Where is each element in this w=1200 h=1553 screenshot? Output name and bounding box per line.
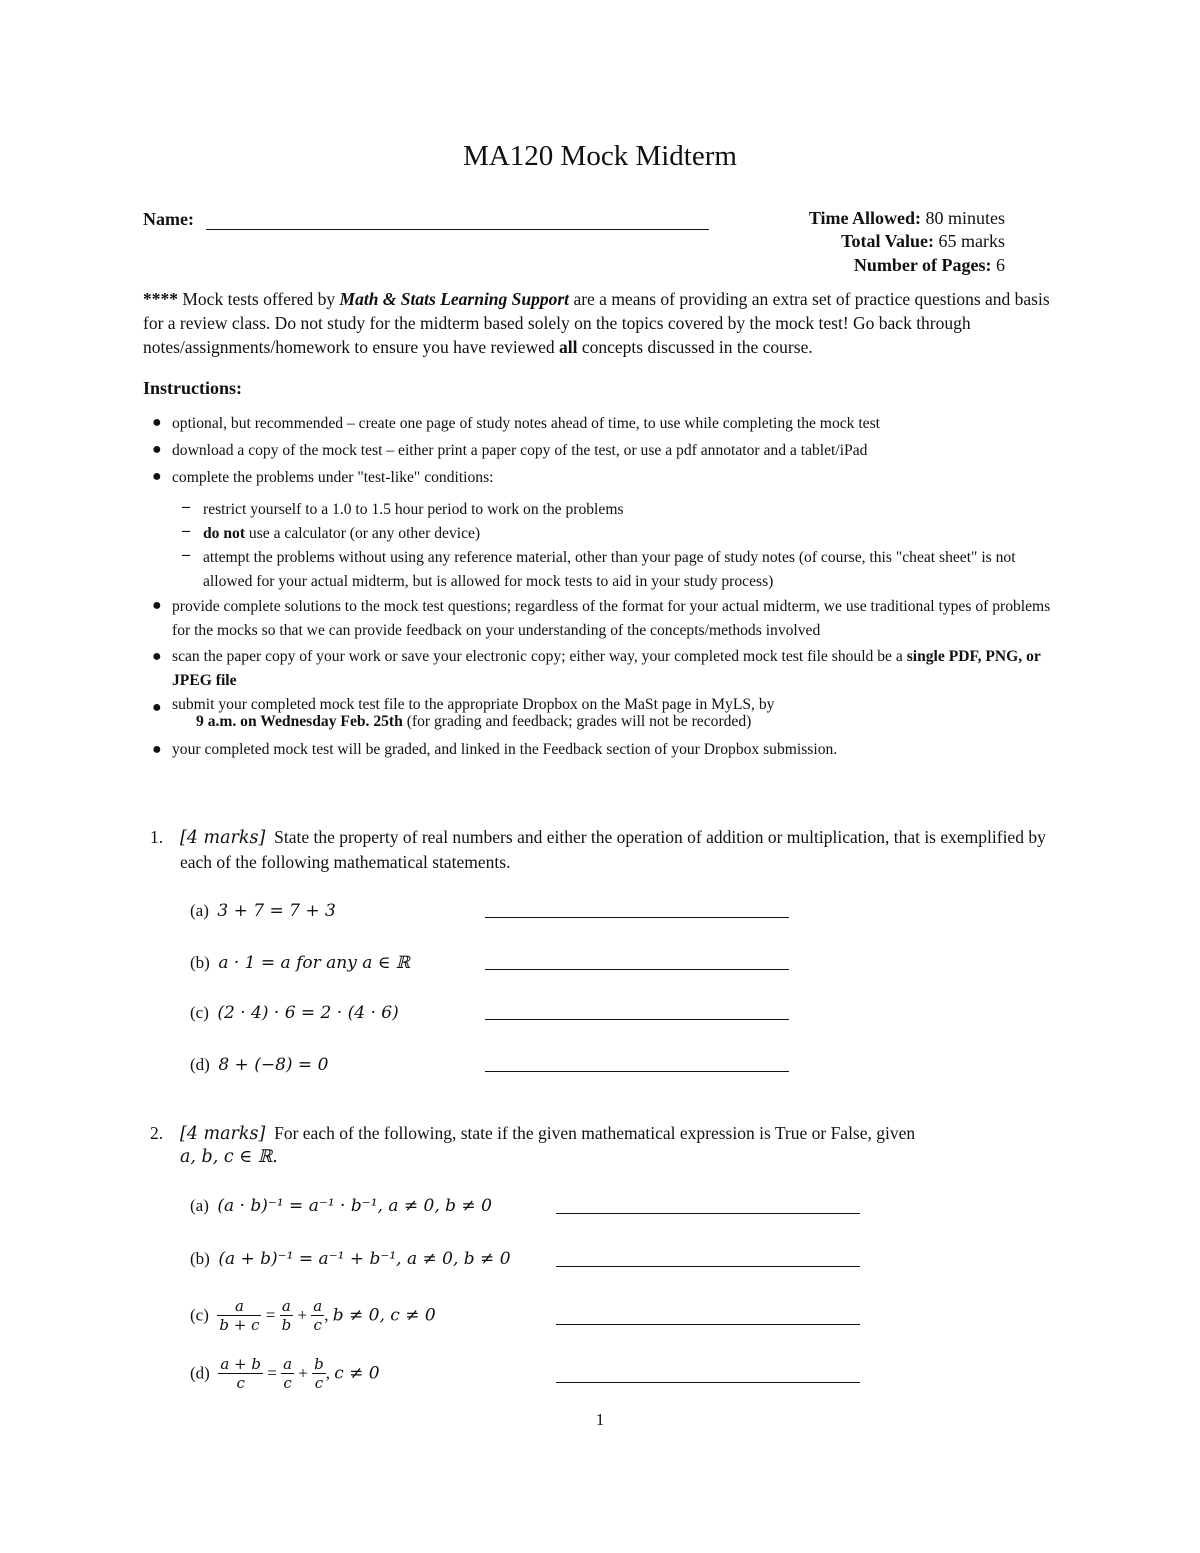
q2-c-num1: a [217, 1297, 261, 1316]
intro-org: Math & Stats Learning Support [339, 289, 570, 309]
instruction-7: your completed mock test will be graded, and linked in the Feedback section of your Dropbox submission. [172, 741, 838, 758]
instruction-6-deadline [196, 713, 1096, 731]
q1-text: State the property of real numbers and either the operation of addition or multiplication, that is exemplified by each of the following mathematical statements. [180, 827, 1046, 872]
value-value: 65 marks [938, 231, 1005, 251]
q2-a-answer-line[interactable] [556, 1213, 860, 1214]
q1-a-label: (a) [190, 901, 209, 920]
instructions-heading: Instructions: [143, 378, 243, 398]
q1-a-answer-line[interactable] [485, 917, 789, 918]
intro-text-2: are a means of providing an extra set of practice questions and basis for a review class. Do not study for the midterm based solely on the topics covered by the mock test! Go back through notes/assignments/homework to ensure you have reviewed [143, 289, 1050, 357]
instruction-1: optional, but recommended – create one page of study notes ahead of time, to use while completing the mock test [172, 415, 881, 432]
q2-d-label: (d) [190, 1363, 210, 1383]
q2-part-d [190, 1355, 380, 1392]
q1-number: 1. [150, 827, 164, 847]
q1-b-answer-line[interactable] [485, 969, 789, 970]
q2-c-num2: a [280, 1297, 294, 1316]
instruction-5-text: scan the paper copy of your work or save your electronic copy; either way, your completed mock test file should be a [172, 648, 907, 665]
q2-c-den2: b [281, 1316, 292, 1334]
q2-c-answer-line[interactable] [556, 1324, 860, 1325]
sub-instruction-2-bold: do not [203, 525, 246, 542]
instruction-3: complete the problems under "test-like" conditions: [172, 469, 494, 486]
equals-sign: = [265, 1305, 276, 1325]
deadline-note: (for grading and feedback; grades will not be recorded) [402, 713, 752, 730]
q1-b-expr: a · 1 = a for any a ∈ ℝ [218, 953, 410, 973]
page-title: MA120 Mock Midterm [463, 140, 737, 172]
time-label: Time Allowed: [808, 208, 921, 228]
q2-d-num1: a + b [220, 1355, 261, 1373]
q1-c-answer-line[interactable] [485, 1019, 789, 1020]
q1-text-block [180, 825, 1060, 874]
total-value [841, 230, 1005, 253]
dash-icon: – [182, 498, 190, 515]
intro-text-3: concepts discussed in the course. [577, 337, 813, 357]
q2-part-b [190, 1249, 511, 1269]
q1-c-label: (c) [190, 1003, 209, 1022]
dash-icon: – [182, 546, 190, 563]
q2-d-den1: c [236, 1374, 245, 1392]
instruction-5-bold: single PDF, PNG, or JPEG file [172, 648, 1041, 689]
sub-instruction-2 [203, 522, 1063, 546]
q2-text-block [180, 1121, 1060, 1146]
name-field-line[interactable] [206, 229, 709, 230]
pages-value: 6 [996, 255, 1005, 275]
q2-d-answer-line[interactable] [556, 1382, 860, 1383]
q2-d-fraction-2 [281, 1355, 294, 1392]
sub-instruction-1: restrict yourself to a 1.0 to 1.5 hour period to work on the problems [203, 501, 624, 518]
name-label: Name: [143, 209, 194, 229]
page-number: 1 [595, 1410, 605, 1429]
q2-c-label: (c) [190, 1305, 209, 1325]
comma: , [324, 1305, 329, 1325]
q2-d-fraction-1 [218, 1355, 263, 1392]
deadline: 9 a.m. on Wednesday Feb. 25th [196, 713, 403, 730]
q1-c-expr: (2 · 4) · 6 = 2 · (4 · 6) [217, 1003, 399, 1023]
intro-stars: **** [143, 289, 178, 309]
instruction-4: provide complete solutions to the mock test questions; regardless of the format for your actual midterm, we use traditional types of problems for the mocks so that we can provide feedback on your understanding of the concepts/methods involved [172, 598, 1051, 639]
instruction-6: submit your completed mock test file to the appropriate Dropbox on the MaSt page in MyLS, by [172, 696, 775, 713]
q2-number: 2. [150, 1123, 164, 1143]
q1-part-d [190, 1055, 328, 1075]
q1-part-c [190, 1003, 399, 1023]
q2-part-c [190, 1297, 436, 1334]
instruction-5 [172, 645, 1062, 693]
q2-text: For each of the following, state if the given mathematical expression is True or False, given [274, 1123, 916, 1143]
q2-b-expr: (a + b)⁻¹ = a⁻¹ + b⁻¹, a ≠ 0, b ≠ 0 [218, 1249, 511, 1269]
q2-d-den3: c [314, 1374, 324, 1392]
q2-d-num3: b [314, 1355, 324, 1373]
intro-paragraph [143, 287, 1063, 359]
bullet-icon: ● [152, 414, 162, 431]
q1-part-b [190, 953, 410, 973]
equals-sign: = [267, 1363, 277, 1383]
intro-all: all [559, 337, 578, 357]
bullet-icon: ● [152, 468, 162, 485]
q2-c-cond: b ≠ 0, c ≠ 0 [332, 1305, 436, 1326]
q2-d-cond: c ≠ 0 [334, 1363, 380, 1384]
bullet-icon: ● [152, 597, 162, 614]
q1-d-expr: 8 + (−8) = 0 [218, 1055, 329, 1075]
instruction-2: download a copy of the mock test – either print a paper copy of the test, or use a pdf annotator and a tablet/iPad [172, 442, 868, 459]
bullet-icon: ● [152, 441, 162, 458]
q2-b-answer-line[interactable] [556, 1266, 860, 1267]
q2-d-fraction-3 [312, 1355, 326, 1392]
sub-instruction-2-rest: use a calculator (or any other device) [245, 525, 481, 542]
intro-text-1: Mock tests offered by [178, 289, 340, 309]
q2-b-label: (b) [190, 1249, 210, 1268]
q1-part-a [190, 901, 336, 921]
number-of-pages [854, 254, 1005, 277]
q1-d-label: (d) [190, 1055, 210, 1074]
q2-d-num2: a [283, 1355, 293, 1373]
q2-c-den1: b + c [219, 1316, 260, 1334]
dash-icon: – [182, 522, 190, 539]
bullet-icon: ● [152, 741, 162, 758]
q2-a-expr: (a · b)⁻¹ = a⁻¹ · b⁻¹, a ≠ 0, b ≠ 0 [217, 1196, 492, 1216]
q1-marks: [4 marks] [180, 828, 266, 848]
bullet-icon: ● [152, 648, 162, 665]
time-allowed [809, 207, 1005, 230]
plus-sign: + [297, 1305, 308, 1325]
sub-instruction-3: attempt the problems without using any reference material, other than your page of study notes (of course, this "cheat sheet" is not allowed for your actual midterm, but is allowed for mock tests to aid in your study process) [203, 549, 1016, 590]
q2-c-num3: a [313, 1297, 323, 1315]
q1-d-answer-line[interactable] [485, 1071, 789, 1072]
q2-marks: [4 marks] [180, 1124, 266, 1144]
comma: , [325, 1363, 330, 1383]
q2-c-fraction-1 [217, 1297, 261, 1334]
plus-sign: + [298, 1363, 308, 1383]
q1-b-label: (b) [190, 953, 210, 972]
q2-c-den3: c [313, 1316, 322, 1334]
q2-c-fraction-3 [311, 1297, 324, 1334]
q2-part-a [190, 1196, 492, 1216]
q2-text-2: a, b, c ∈ ℝ. [180, 1147, 278, 1167]
q2-d-den2: c [283, 1374, 292, 1392]
pages-label: Number of Pages: [853, 255, 992, 275]
q2-c-fraction-2 [280, 1297, 294, 1334]
value-label: Total Value: [841, 231, 934, 251]
bullet-icon: ● [152, 699, 162, 716]
time-value: 80 minutes [925, 208, 1005, 228]
q1-a-expr: 3 + 7 = 7 + 3 [217, 901, 336, 921]
q2-a-label: (a) [190, 1196, 209, 1215]
